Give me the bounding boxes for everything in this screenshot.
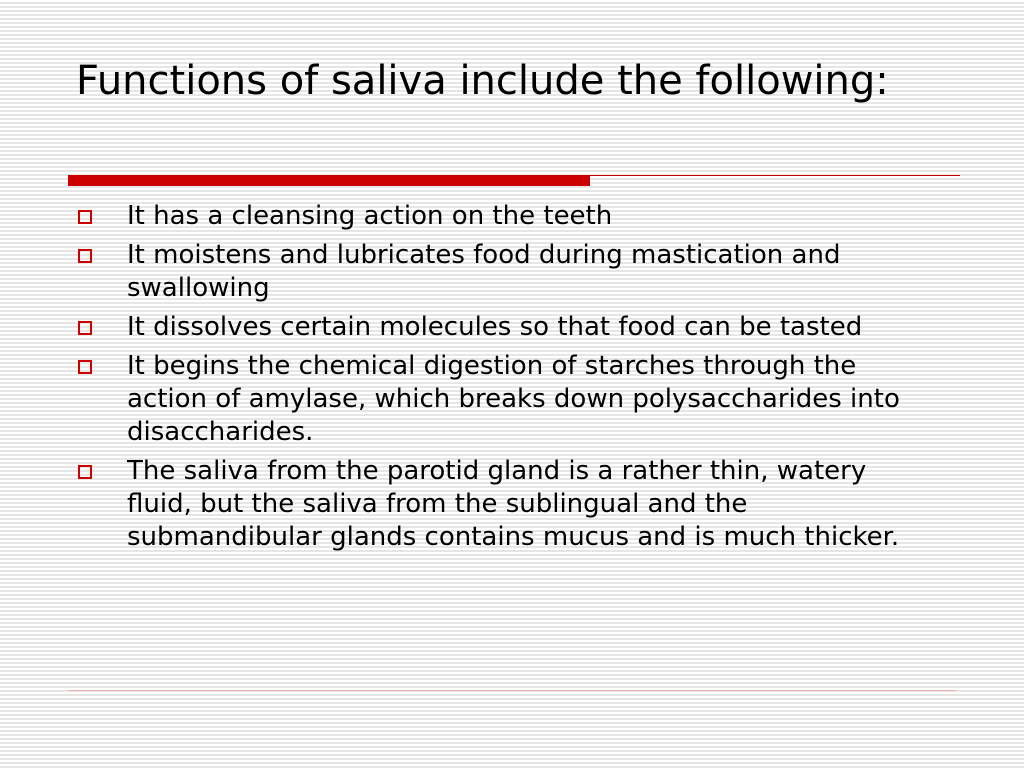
square-bullet-icon [78, 465, 92, 479]
bullet-item [0, 311, 1024, 344]
bullet-list [0, 200, 1024, 560]
title-underline-thick [68, 175, 590, 186]
footer-divider [68, 690, 956, 691]
bullet-item [0, 239, 1024, 305]
bullet-text: It dissolves certain molecules so that food can be tasted [127, 312, 863, 342]
square-bullet-icon [78, 321, 92, 335]
bullet-text: It moistens and lubricates food during mastication and swallowing [127, 240, 841, 303]
square-bullet-icon [78, 360, 92, 374]
square-bullet-icon [78, 210, 92, 224]
bullet-item [0, 350, 1024, 449]
title-underline-thin [590, 175, 960, 176]
bullet-text: It has a cleansing action on the teeth [127, 201, 613, 231]
bullet-text: The saliva from the parotid gland is a rather thin, watery fluid, but the saliva from the sublingual and the submandibular glands contains mucus and is much thicker. [127, 456, 900, 552]
slide-title: Functions of saliva include the following: [76, 58, 889, 104]
bullet-item [0, 200, 1024, 233]
bullet-item [0, 455, 1024, 554]
bullet-text: It begins the chemical digestion of starches through the action of amylase, which breaks down polysaccharides into disaccharides. [127, 351, 900, 447]
square-bullet-icon [78, 249, 92, 263]
